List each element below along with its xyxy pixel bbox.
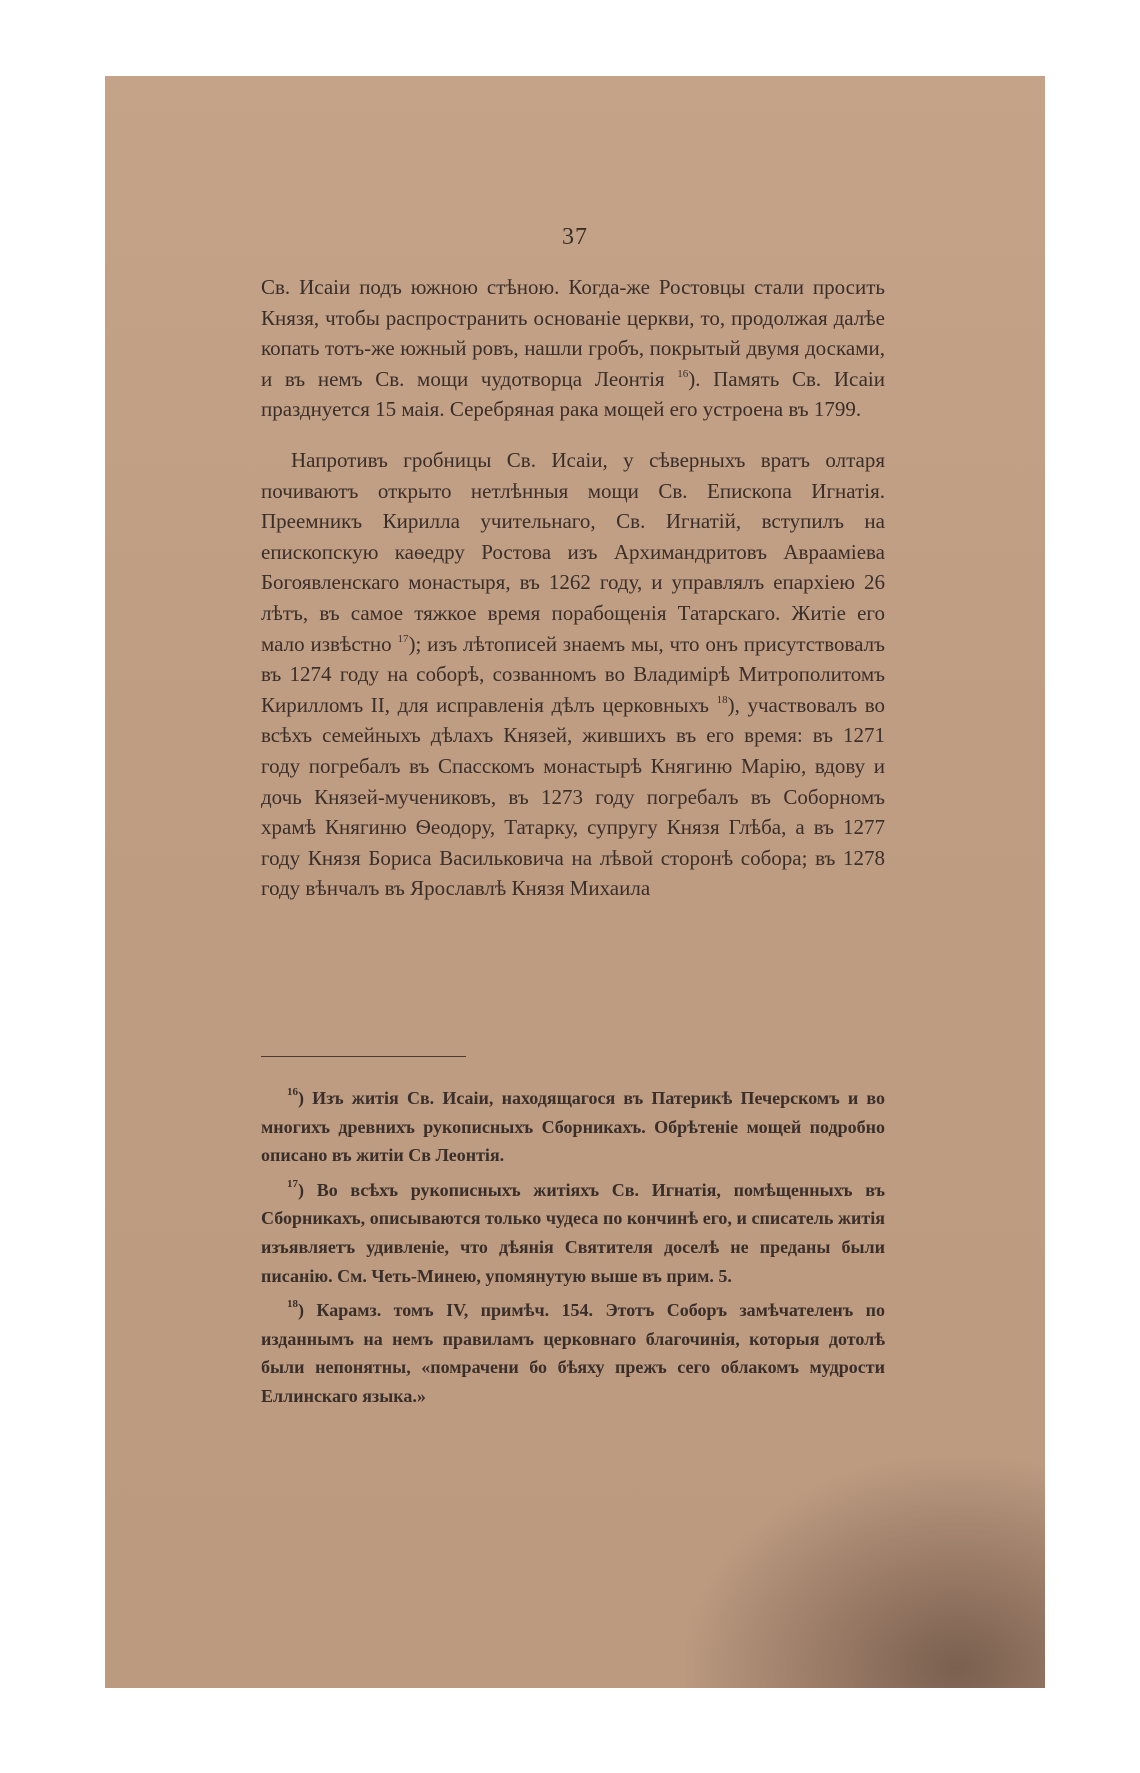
scanned-page <box>105 76 1045 1688</box>
note-ref-16: 16 <box>677 367 689 380</box>
note-ref-18: 18 <box>716 693 728 706</box>
footnote-mark-16: 16 <box>287 1086 298 1099</box>
footnote-mark-18: 18 <box>287 1298 298 1311</box>
note-ref-17: 17 <box>397 632 409 645</box>
footnote-16-text: ) Изъ житія Св. Исаіи, находящагося въ Патерикѣ Печерскомъ и во многихъ древнихъ рукописныхъ Сборникахъ. Обрѣтеніе мощей подробно описано въ житіи Св Леонтія. <box>261 1088 885 1166</box>
footnote-mark-17: 17 <box>287 1177 298 1190</box>
paragraph-2-text-cont-2: ), участвовалъ во всѣхъ семейныхъ дѣлахъ Князей, жившихъ въ его время: въ 1271 году погребалъ въ Спасскомъ монастырѣ Княгиню Марію, вдову и дочь Князей-мучениковъ, въ 1273 году погребалъ въ Соборномъ храмѣ Княгиню Ѳеодору, Татарку, супругу Князя Глѣба, а въ 1277 году Князя Бориса Васильковича на лѣвой сторонѣ собора; въ 1278 году вѣнчалъ въ Ярославлѣ Князя Михаила <box>261 692 886 901</box>
scan-shadow <box>685 1458 1045 1688</box>
footnote-divider <box>261 1056 466 1057</box>
footnote-18 <box>261 1296 885 1410</box>
paragraph-1 <box>261 272 885 425</box>
footnote-16 <box>261 1084 885 1170</box>
paragraph-2 <box>261 445 885 904</box>
footnotes <box>261 1084 885 1417</box>
body-text <box>261 272 885 924</box>
paragraph-2-text-cont: ); изъ лѣтописей знаемъ мы, что онъ присутствовалъ въ 1274 году на соборѣ, созванномъ во Владимірѣ Митрополитомъ Кирилломъ II, для исправленія дѣлъ церковныхъ <box>261 631 885 717</box>
footnote-17-text: ) Во всѣхъ рукописныхъ житіяхъ Св. Игнатія, помѣщенныхъ въ Сборникахъ, описываются только чудеса по кончинѣ его, и списатель житія изъявляетъ удивленіе, что дѣянія Святителя доселѣ не преданы были писанію. См. Четь-Минею, упомянутую выше въ прим. 5. <box>261 1179 885 1286</box>
paragraph-1-text: Св. Исаіи подъ южною стѣною. Когда-же Ростовцы стали просить Князя, чтобы распространить основаніе церкви, то, продолжая далѣе копать тотъ-же южный ровъ, нашли гробъ, покрытый двумя досками, и въ немъ Св. мощи чудотворца Леонтія <box>261 275 885 391</box>
paragraph-2-text: Напротивъ гробницы Св. Исаіи, у сѣверныхъ вратъ олтаря почиваютъ открыто нетлѣнныя мощи Св. Епископа Игнатія. Преемникъ Кирилла учительнаго, Св. Игнатій, вступилъ на епископскую каѳедру Ростова изъ Архимандритовъ Авраамiева Богоявленскаго монастыря, въ 1262 году, и управлялъ епархіею 26 лѣтъ, въ самое тяжкое время порабощенія Татарскаго. Житіе его мало извѣстно <box>261 447 885 656</box>
footnote-17 <box>261 1176 885 1290</box>
paragraph-1-text-cont: ). Память Св. Исаіи празднуется 15 маія. Серебряная рака мощей его устроена въ 1799. <box>261 366 885 422</box>
page-number: 37 <box>562 224 588 250</box>
footnote-18-text: ) Карамз. томъ IV, примѣч. 154. Этотъ Соборъ замѣчателенъ по изданнымъ на немъ правиламъ церковнаго благочинія, которыя дотолѣ были непонятны, «помрачени бо бѣяху прежъ сего облакомъ мудрости Еллинскаго языка.» <box>261 1300 885 1406</box>
